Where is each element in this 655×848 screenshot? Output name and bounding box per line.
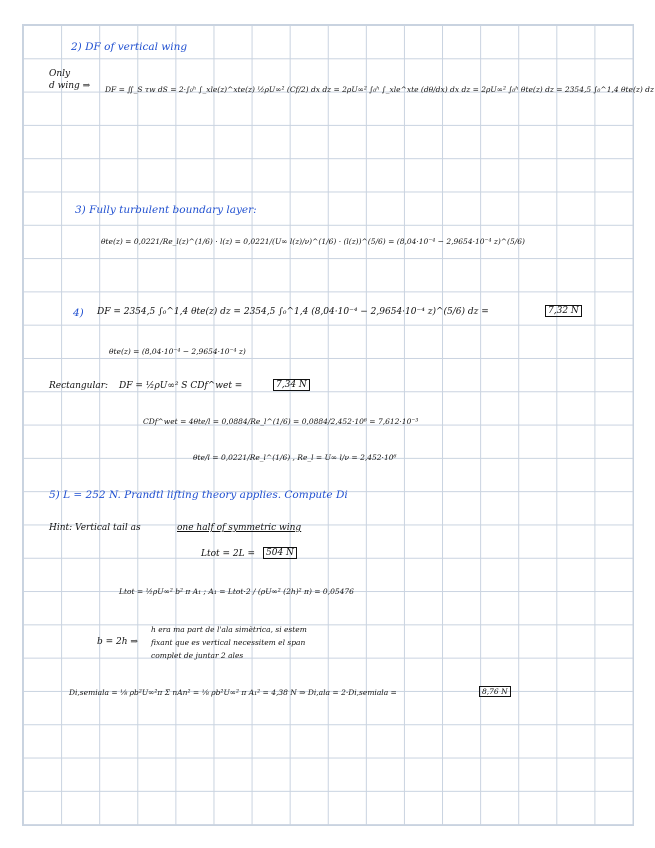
only-drag-label-2: d wing ⇒ bbox=[49, 81, 91, 91]
cdf-wet-formula: CDf^wet = 4θte/l = 0,0884/Re_l^(1/6) = 0,0884/2,452·10⁶ = 7,612·10⁻³ bbox=[143, 417, 419, 426]
induced-drag-result: 8,76 N bbox=[479, 686, 511, 697]
integrated-drag-formula: DF = 2354,5 ∫₀^1,4 θte(z) dz = 2354,5 ∫₀^1,4 (8,04·10⁻⁴ − 2,9654·10⁻⁴ z)^(5/6) dz = bbox=[97, 307, 489, 317]
span-note-line-2: fixant que es vertical necessitem el span bbox=[151, 638, 306, 647]
integrated-drag-result: 7,32 N bbox=[545, 305, 582, 317]
rectangular-label: Rectangular: bbox=[49, 381, 109, 391]
span-note-line-3: complet de juntar 2 ales bbox=[151, 651, 244, 660]
rectangular-drag-result: 7,34 N bbox=[273, 379, 310, 391]
section-4-heading: 4) bbox=[73, 307, 84, 319]
section-2-heading: 2) DF of vertical wing bbox=[71, 41, 188, 53]
only-drag-label: Only bbox=[49, 69, 71, 79]
section-5-heading: 5) L = 252 N. Prandtl lifting theory applies. Compute Di bbox=[49, 489, 348, 501]
rectangular-drag-formula: DF = ½ρU∞² S CDf^wet = bbox=[119, 381, 243, 391]
hint-underlined: one half of symmetric wing bbox=[177, 523, 302, 533]
hint-prefix: Hint: Vertical tail as bbox=[49, 523, 141, 533]
theta-ratio-formula: θte/l = 0,0221/Re_l^(1/6) , Re_l = U∞ l/ν = 2,452·10⁶ bbox=[193, 453, 397, 462]
section-3-heading: 3) Fully turbulent boundary layer: bbox=[75, 204, 257, 216]
span-relation: b = 2h ⇒ bbox=[97, 637, 138, 647]
total-lift-formula: Ltot = ½ρU∞² b² π A₁ ; A₁ = Ltot·2 / (ρU∞² (2h)² π) = 0,05476 bbox=[119, 587, 354, 596]
induced-drag-formula: Di,semiala = ⅛ ρb²U∞²π Σ nAn² = ⅛ ρb²U∞² π A₁² = 4,38 N ⇒ Di,ala = 2·Di,semiala = bbox=[69, 688, 397, 697]
friction-drag-formula: DF = ∬_S τw dS = 2·∫₀ʰ ∫_xle(z)^xte(z) ½ρU∞² (Cf/2) dx dz = 2ρU∞² ∫₀ʰ ∫_xle^xte (dθ/dx) dx dz = 2ρU∞² ∫₀ʰ θte(z) dz = 2354,5 ∫₀^1,4 θte(z) dz bbox=[105, 85, 654, 94]
momentum-thickness-formula: θte(z) = 0,0221/Re_l(z)^(1/6) · l(z) = 0,0221/(U∞ l(z)/ν)^(1/6) · (l(z))^(5/6) = (8,04·10⁻⁴ − 2,9654·10⁻⁴ z)^(5/6) bbox=[101, 237, 525, 246]
total-lift-label: Ltot = 2L = bbox=[201, 549, 255, 559]
span-note-line-1: h era ma part de l'ala simètrica, si estem bbox=[151, 625, 307, 634]
theta-te-line: θte(z) = (8,04·10⁻⁴ − 2,9654·10⁻⁴ z) bbox=[109, 347, 246, 356]
total-lift-result: 504 N bbox=[263, 547, 297, 559]
notebook-page bbox=[22, 24, 654, 826]
